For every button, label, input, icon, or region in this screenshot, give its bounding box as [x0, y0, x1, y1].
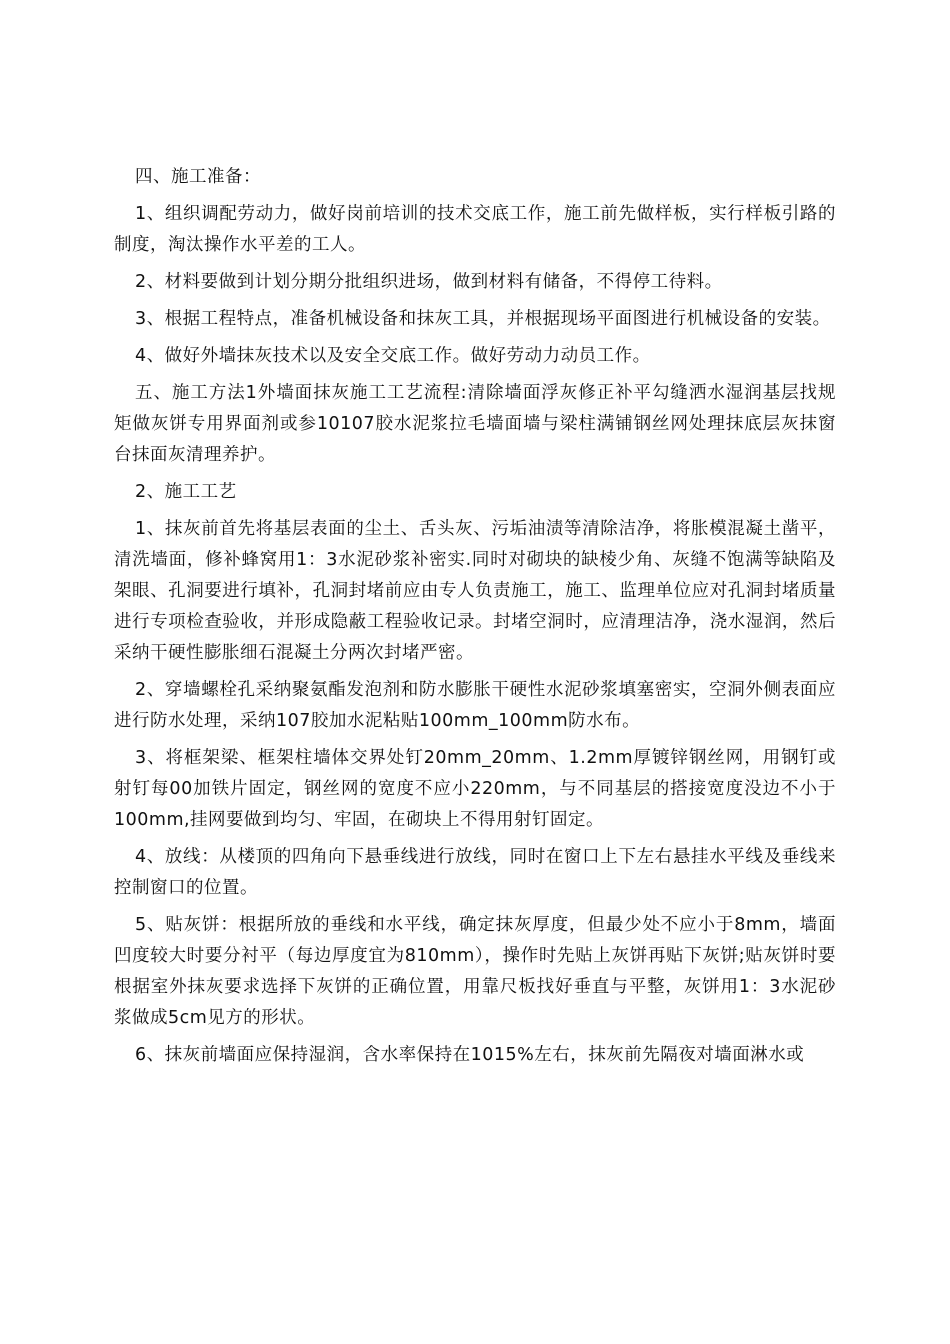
paragraph-process-3: 3、将框架梁、框架柱墙体交界处钉20mm_20mm、1.2mm厚镀锌钢丝网，用钢钉或射钉每00加铁片固定，钢丝网的宽度不应小220mm，与不同基层的搭接宽度没边不小于100mm,挂网要做到均匀、牢固，在砌块上不得用射钉固定。	[114, 748, 836, 830]
paragraph-process-5: 5、贴灰饼：根据所放的垂线和水平线，确定抹灰厚度，但最少处不应小于8mm，墙面凹度较大时要分衬平（每边厚度宜为810mm），操作时先贴上灰饼再贴下灰饼;贴灰饼时要根据室外抹灰要求选择下灰饼的正确位置，用靠尺板找好垂直与平整，灰饼用1：3水泥砂浆做成5cm见方的形状。	[114, 915, 836, 1028]
document-body	[114, 162, 836, 1077]
section-heading-method: 五、施工方法1外墙面抹灰施工工艺流程:清除墙面浮灰修正补平勾缝洒水湿润基层找规矩做灰饼专用界面剂或参10107胶水泥浆拉毛墙面墙与梁柱满铺钢丝网处理抹底层灰抹窗台抹面灰清理养护。	[114, 383, 836, 465]
paragraph-process-1: 1、抹灰前首先将基层表面的尘土、舌头灰、污垢油渍等清除洁净，将胀模混凝土凿平，清洗墙面，修补蜂窝用1：3水泥砂浆补密实.同时对砌块的缺棱少角、灰缝不饱满等缺陷及架眼、孔洞要进行填补，孔洞封堵前应由专人负责施工，施工、监理单位应对孔洞封堵质量进行专项检查验收，并形成隐蔽工程验收记录。封堵空洞时，应清理洁净，浇水湿润，然后采纳干硬性膨胀细石混凝土分两次封堵严密。	[114, 519, 836, 663]
section-heading-preparation: 四、施工准备：	[135, 167, 261, 187]
paragraph-process-4: 4、放线：从楼顶的四角向下悬垂线进行放线，同时在窗口上下左右悬挂水平线及垂线来控制窗口的位置。	[114, 847, 836, 898]
paragraph-prep-2: 2、材料要做到计划分期分批组织进场，做到材料有储备，不得停工待料。	[135, 272, 723, 292]
paragraph-prep-4: 4、做好外墙抹灰技术以及安全交底工作。做好劳动力动员工作。	[135, 346, 651, 366]
paragraph-prep-3: 3、根据工程特点，准备机械设备和抹灰工具，并根据现场平面图进行机械设备的安装。	[135, 309, 831, 329]
paragraph-prep-1: 1、组织调配劳动力，做好岗前培训的技术交底工作，施工前先做样板，实行样板引路的制度，淘汰操作水平差的工人。	[114, 204, 836, 255]
paragraph-process-2: 2、穿墙螺栓孔采纳聚氨酯发泡剂和防水膨胀干硬性水泥砂浆填塞密实，空洞外侧表面应进行防水处理，采纳107胶加水泥粘贴100mm_100mm防水布。	[114, 680, 836, 731]
paragraph-process-6: 6、抹灰前墙面应保持湿润，含水率保持在1015%左右，抹灰前先隔夜对墙面淋水或	[135, 1045, 805, 1065]
subheading-process: 2、施工工艺	[135, 482, 237, 502]
